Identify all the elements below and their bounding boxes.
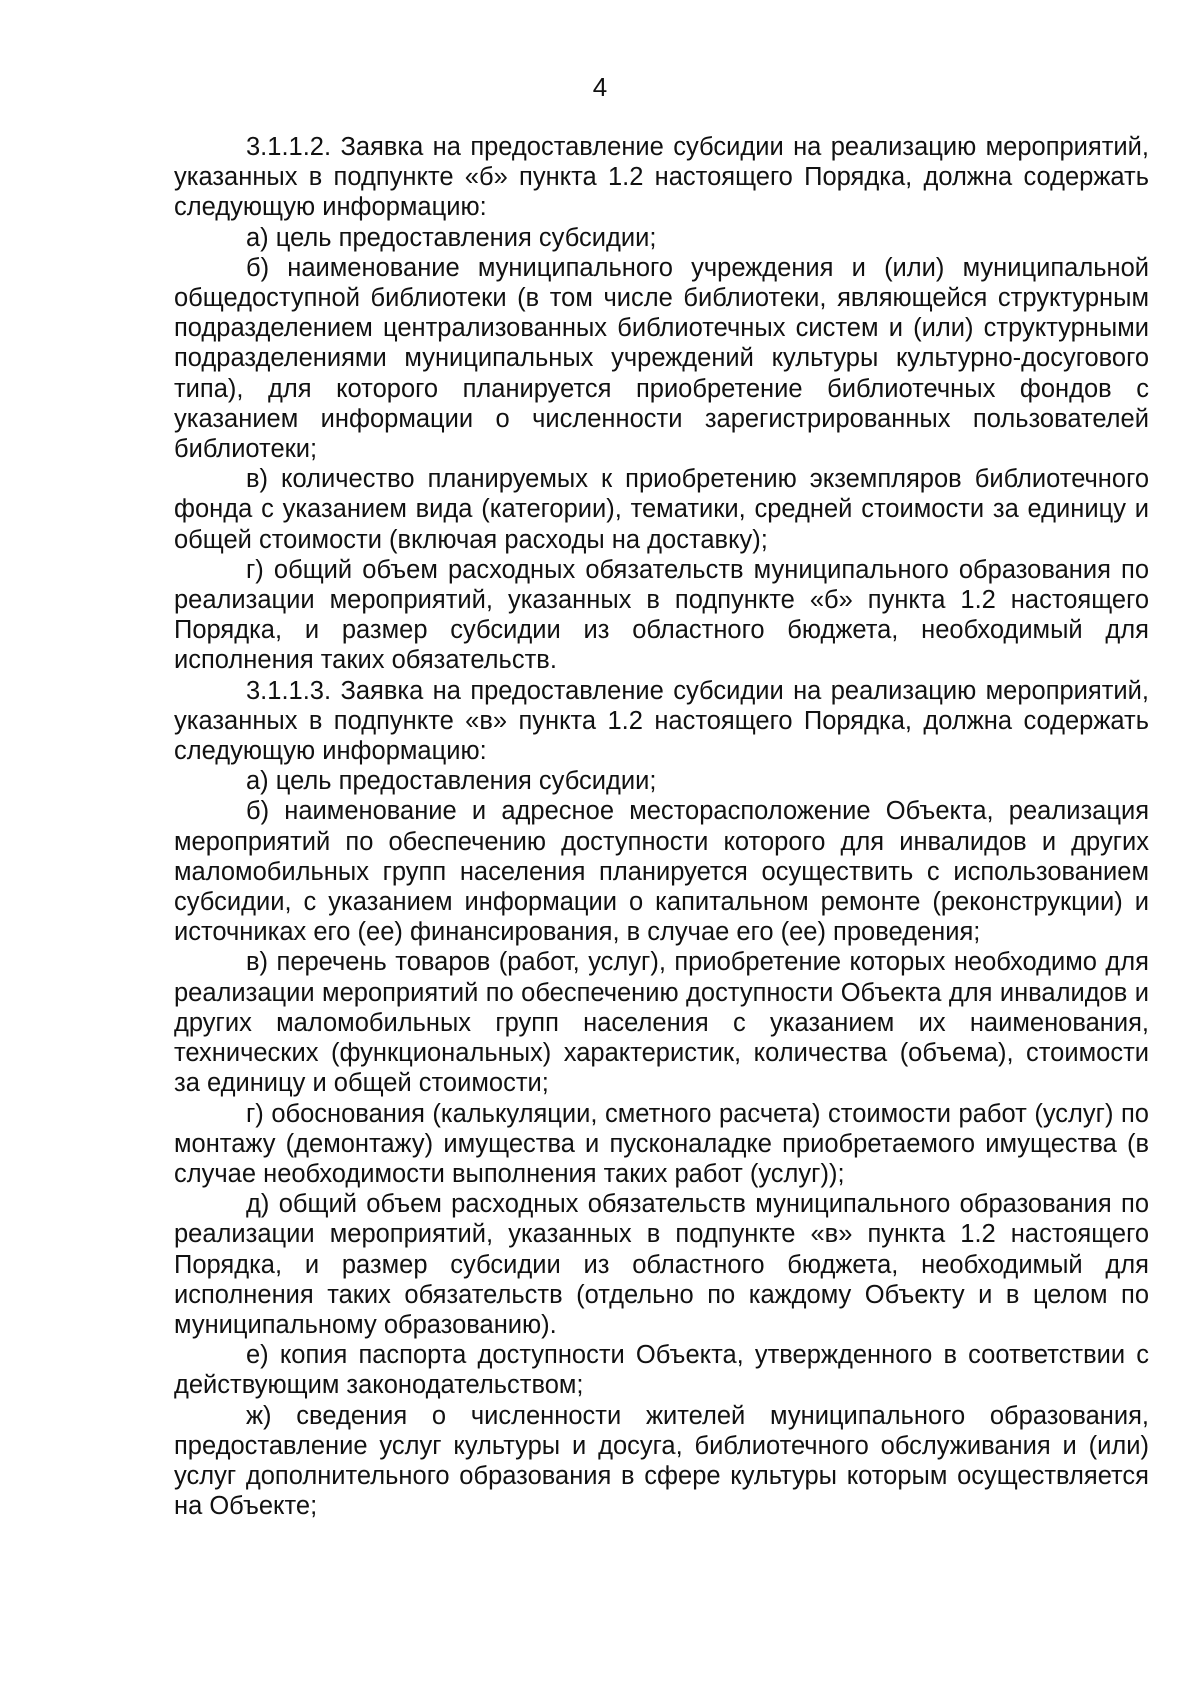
paragraph-item-v: в) перечень товаров (работ, услуг), приобретение которых необходимо для реализации мероприятий по обеспечению доступности Объекта для инвалидов и других маломобильных групп населения с указанием их наименования, технических (функциональных) характеристик, количества (объема), стоимости за единицу и общей стоимости; (174, 948, 1149, 1098)
paragraph-item-b: б) наименование и адресное месторасположение Объекта, реализация мероприятий по обеспечению доступности которого для инвалидов и других маломобильных групп населения планируется осуществить с использованием субсидии, с указанием информации о капитальном ремонте (реконструкции) и источниках его (ее) финансирования, в случае его (ее) проведения; (174, 797, 1149, 947)
paragraph-3-1-1-2: 3.1.1.2. Заявка на предоставление субсидии на реализацию мероприятий, указанных в подпункте «б» пункта 1.2 настоящего Порядка, должна содержать следующую информацию: (174, 133, 1149, 222)
page-number: 4 (592, 72, 608, 102)
paragraph-item-a: а) цель предоставления субсидии; (246, 223, 657, 252)
paragraph-item-v: в) количество планируемых к приобретению экземпляров библиотечного фонда с указанием вида (категории), тематики, средней стоимости за единицу и общей стоимости (включая расходы на доставку); (174, 465, 1149, 554)
paragraph-item-g: г) общий объем расходных обязательств муниципального образования по реализации мероприятий, указанных в подпункте «б» пункта 1.2 настоящего Порядка, и размер субсидии из областного бюджета, необходимый для исполнения таких обязательств. (174, 555, 1149, 675)
paragraph-item-b: б) наименование муниципального учреждения и (или) муниципальной общедоступной библиотеки (в том числе библиотеки, являющейся структурным подразделением централизованных библиотечных систем и (или) структурными подразделениями муниципальных учреждений культуры культурно-досугового типа), для которого планируется приобретение библиотечных фондов с указанием информации о численности зарегистрированных пользователей библиотеки; (174, 253, 1149, 464)
document-body (174, 132, 1149, 1521)
paragraph-item-g: г) обоснования (калькуляции, сметного расчета) стоимости работ (услуг) по монтажу (демонтажу) имущества и пусконаладке приобретаемого имущества (в случае необходимости выполнения таких работ (услуг)); (174, 1099, 1149, 1188)
paragraph-item-d: д) общий объем расходных обязательств муниципального образования по реализации мероприятий, указанных в подпункте «в» пункта 1.2 настоящего Порядка, и размер субсидии из областного бюджета, необходимый для исполнения таких обязательств (отдельно по каждому Объекту и в целом по муниципальному образованию). (174, 1190, 1149, 1339)
paragraph-item-zh: ж) сведения о численности жителей муниципального образования, предоставление услуг культуры и досуга, библиотечного обслуживания и (или) услуг дополнительного образования в сфере культуры которым осуществляется на Объекте; (174, 1401, 1149, 1521)
paragraph-3-1-1-3: 3.1.1.3. Заявка на предоставление субсидии на реализацию мероприятий, указанных в подпункте «в» пункта 1.2 настоящего Порядка, должна содержать следующую информацию: (174, 676, 1149, 766)
paragraph-item-e: е) копия паспорта доступности Объекта, утвержденного в соответствии с действующим законодательством; (174, 1341, 1149, 1400)
paragraph-item-a: а) цель предоставления субсидии; (246, 767, 657, 796)
